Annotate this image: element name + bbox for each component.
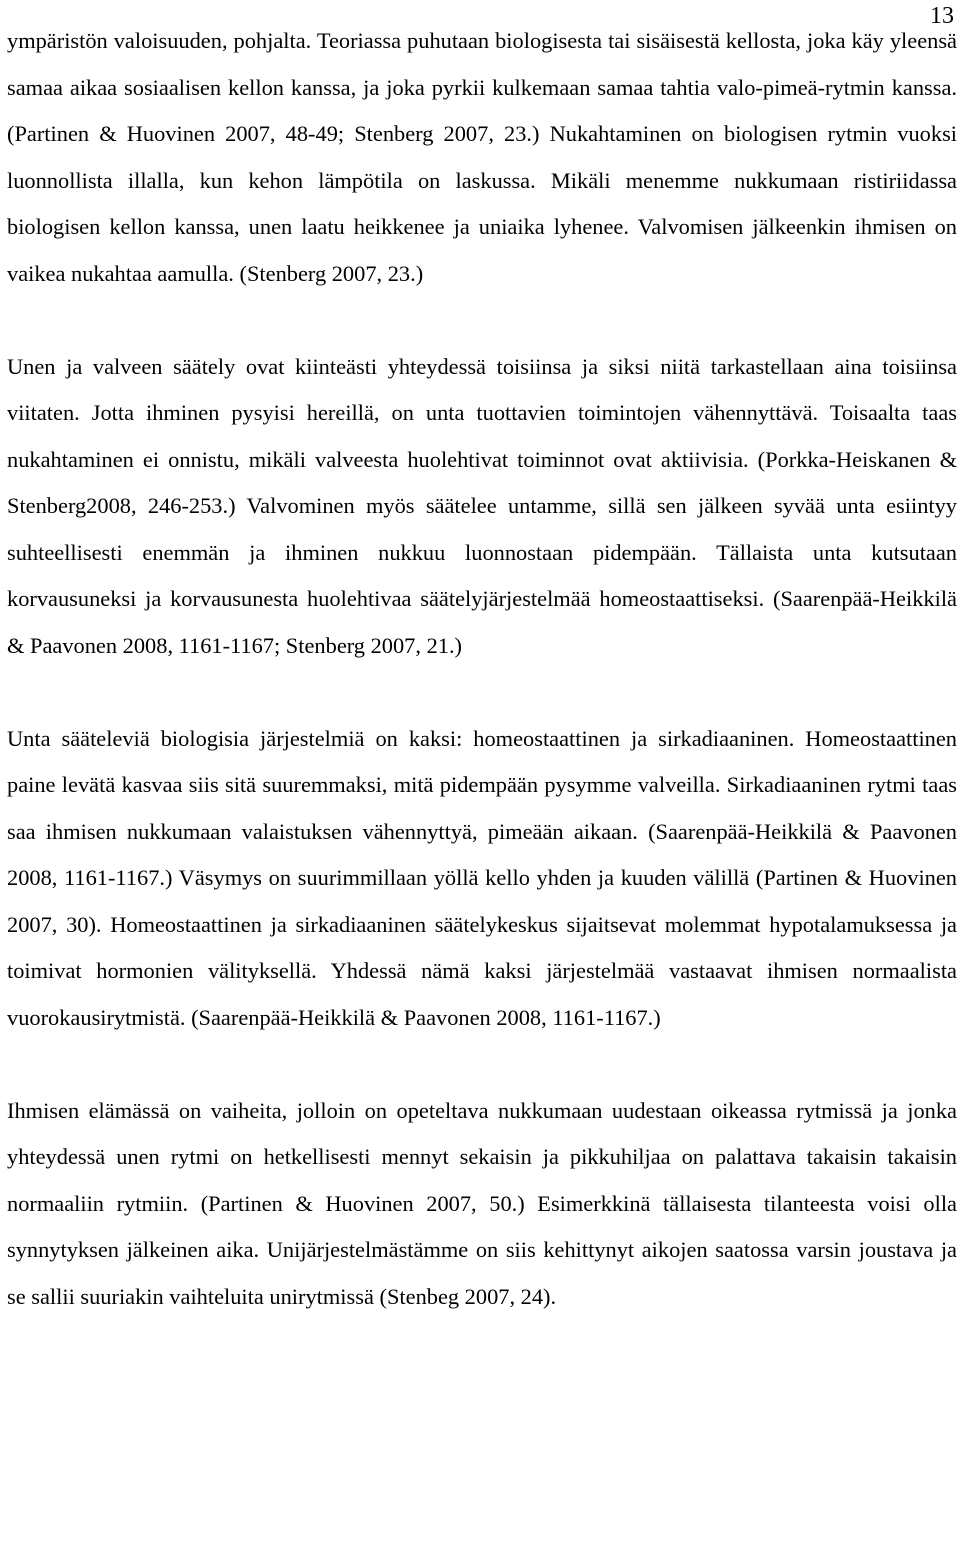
- paragraph-1: ympäristön valoisuuden, pohjalta. Teoriassa puhutaan biologisesta tai sisäisestä kellosta, joka käy yleensä samaa aikaa sosiaalisen kellon kanssa, ja joka pyrkii kulkemaan samaa tahtia valo-pimeä-rytmin kanssa. (Partinen & Huovinen 2007, 48-49; Stenberg 2007, 23.) Nukahtaminen on biologisen rytmin vuoksi luonnollista illalla, kun kehon lämpötila on laskussa. Mikäli menemme nukkumaan ristiriidassa biologisen kellon kanssa, unen laatu heikkenee ja uniaika lyhenee. Valvomisen jälkeenkin ihmisen on vaikea nukahtaa aamulla. (Stenberg 2007, 23.): [7, 28, 957, 286]
- paragraph-2: Unen ja valveen säätely ovat kiinteästi yhteydessä toisiinsa ja siksi niitä tarkastellaan aina toisiinsa viitaten. Jotta ihminen pysyisi hereillä, on unta tuottavien toimintojen vähennyttävä. Toisaalta taas nukahtaminen ei onnistu, mikäli valveesta huolehtivat toiminnot ovat aktiivisia. (Porkka-Heiskanen & Stenberg2008, 246-253.) Valvominen myös säätelee untamme, sillä sen jälkeen syvää unta esiintyy suhteellisesti enemmän ja ihminen nukkuu luonnostaan pidempään. Tällaista unta kutsutaan korvausuneksi ja korvausunesta huolehtivaa säätelyjärjestelmää homeostaattiseksi. (Saarenpää-Heikkilä & Paavonen 2008, 1161-1167; Stenberg 2007, 21.): [7, 353, 957, 658]
- paragraph-4: Ihmisen elämässä on vaiheita, jolloin on opeteltava nukkumaan uudestaan oikeassa rytmissä ja jonka yhteydessä unen rytmi on hetkellisesti mennyt sekaisin ja pikkuhiljaa on palattava takaisin takaisin normaaliin rytmiin. (Partinen & Huovinen 2007, 50.) Esimerkkinä tällaisesta tilanteesta voisi olla synnytyksen jälkeinen aika. Unijärjestelmästämme on siis kehittynyt aikojen saatossa varsin joustava ja se sallii suuriakin vaihteluita unirytmissä (Stenbeg 2007, 24).: [7, 1097, 957, 1309]
- document-body: [7, 18, 957, 1320]
- paragraph-3: Unta sääteleviä biologisia järjestelmiä on kaksi: homeostaattinen ja sirkadiaaninen. Homeostaattinen paine levätä kasvaa siis sitä suuremmaksi, mitä pidempään pysymme valveilla. Sirkadiaaninen rytmi taas saa ihmisen nukkumaan valaistuksen vähennyttyä, pimeään aikaan. (Saarenpää-Heikkilä & Paavonen 2008, 1161-1167.) Väsymys on suurimmillaan yöllä kello yhden ja kuuden välillä (Partinen & Huovinen 2007, 30). Homeostaattinen ja sirkadiaaninen säätelykeskus sijaitsevat molemmat hypotalamuksessa ja toimivat hormonien välityksellä. Yhdessä nämä kaksi järjestelmää vastaavat ihmisen normaalista vuorokausirytmistä. (Saarenpää-Heikkilä & Paavonen 2008, 1161-1167.): [7, 725, 957, 1030]
- page-number: 13: [930, 3, 954, 29]
